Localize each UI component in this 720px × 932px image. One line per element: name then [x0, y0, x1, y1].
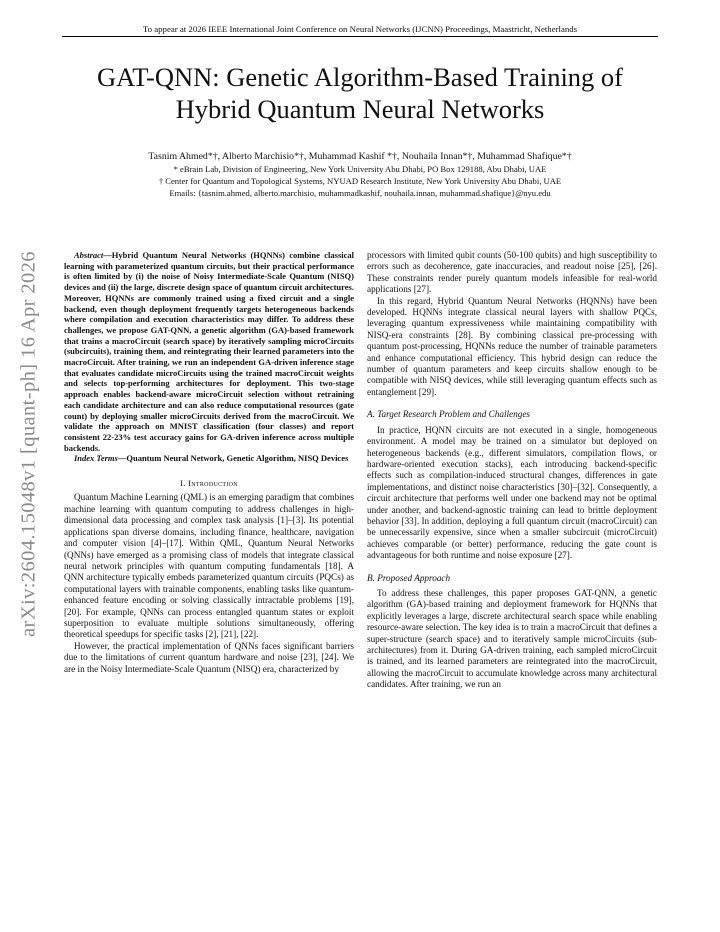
arxiv-stamp	[14, 244, 44, 644]
hqnn-paragraph: In this regard, Hybrid Quantum Neural Networks (HQNNs) have been developed. HQNNs integrate classical neural layers with shallow PQCs, leveraging quantum expressiveness while maintaining compatibility with NISQ-era constraints [28]. By combining classical pre-processing with quantum post-processing, HQNNs reduce the number of trainable parameters and enhance computational efficiency. This hybrid design can reduce the number of quantum parameters and keep circuits shallow enough to be compatible with NISQ devices, while still leveraging quantum effects such as entanglement [29].	[367, 295, 657, 397]
index-terms-label: Index Terms	[74, 453, 118, 464]
header-rule	[62, 36, 658, 37]
subsection-b-heading: B. Proposed Approach	[367, 572, 451, 583]
abstract-text: —Hybrid Quantum Neural Networks (HQNNs) combine classical learning with parameterized quantum circuits, but their practical performance is often limited by (i) the noise of Noisy Intermediate-Scale Quantum (NISQ) devices and (ii) the large, discrete design space of quantum circuit architectures. Moreover, HQNNs are commonly trained using a fixed circuit and a single backend, even though deployment frequently targets heterogeneous backends where compilation and execution characteristics may differ. To address these challenges, we propose GAT-QNN, a genetic algorithm (GA)-based framework that trains a macroCircuit (search space) by iteratively sampling microCircuits (subcircuits), training them, and reintegrating their learned parameters into the macroCircuit. After training, we run an independent GA-driven inference stage that evaluates candidate microCircuits using the trained macroCircuit weights and selects top-performing architectures for deployment. This two-stage approach enables backend-aware microCircuit selection without retraining each candidate architecture and can also reduce computational resources (gate count) by deploying smaller microCircuits derived from the macroCircuit. We validate the approach on MNIST classification (four classes) and report consistent 22-23% test accuracy gains for GA-driven inference across multiple backends.	[64, 250, 354, 453]
title-line-2: Hybrid Quantum Neural Networks	[175, 94, 545, 124]
subsection-a-heading: A. Target Research Problem and Challenges	[367, 409, 530, 420]
intro-continued-paragraph: processors with limited qubit counts (50-100 qubits) and high susceptibility to errors such as decoherence, gate inaccuracies, and readout noise [25], [26]. These constraints render purely quantum models infeasible for real-world applications [27].	[367, 250, 657, 295]
title-line-1: GAT-QNN: Genetic Algorithm-Based Training of	[96, 62, 624, 92]
abstract	[64, 250, 354, 453]
section-introduction-heading: I. Introduction	[180, 478, 238, 489]
abstract-label: Abstract	[74, 250, 104, 260]
conference-header: To appear at 2026 IEEE International Joint Conference on Neural Networks (IJCNN) Proceedings, Maastricht, Netherlands	[142, 24, 578, 34]
right-column	[367, 250, 657, 691]
author-list: Tasnim Ahmed*†, Alberto Marchisio*†, Muhammad Kashif *†, Nouhaila Innan*†, Muhammad Shafique*†	[148, 151, 572, 162]
affiliation-ebrain: * eBrain Lab, Division of Engineering, New York University Abu Dhabi, PO Box 129188, Abu Dhabi, UAE	[173, 164, 547, 174]
arxiv-identifier: arXiv:2604.15048v1 [quant-ph] 16 Apr 2026	[17, 251, 40, 637]
subsection-a-text: In practice, HQNN circuits are not executed in a single, homogeneous environment. A model may be trained on a simulator but deployed on heterogeneous backends (e.g., different simulators, compilation flows, or hardware-oriented execution stacks), each introducing backend-specific effects such as compilation-induced structural changes, differences in gate implementations, and distinct noise characteristics [30]–[32]. Consequently, a circuit architecture that performs well under one backend may not be optimal under another, and backend-agnostic training can lead to brittle deployment behavior [33]. In addition, deploying a full quantum circuit (macroCircuit) can be unnecessarily expensive, since when a smaller subcircuit (microCircuit) achieves comparable (or better) performance, reducing the gate count is advantageous for both runtime and noise exposure [27].	[367, 424, 657, 561]
left-column	[64, 250, 354, 675]
subsection-b-text: To address these challenges, this paper proposes GAT-QNN, a genetic algorithm (GA)-based training and deployment framework for HQNNs that explicitly leverages a large, discrete architectural search space while enabling resource-aware selection. The key idea is to train a macroCircuit that defines a super-structure (search space) and to iteratively sample microCircuits (sub-architectures) from it. During GA-driven training, each sampled microCircuit is trained, and its learned parameters are reintegrated into the macroCircuit, allowing the macroCircuit to accumulate knowledge across many architectural candidates. After training, we run an	[367, 587, 657, 690]
intro-paragraph-2: However, the practical implementation of QNNs faces significant barriers due to the limitations of current quantum hardware and noise [23], [24]. We are in the Noisy Intermediate-Scale Quantum (NISQ) era, characterized by	[64, 640, 354, 674]
affiliation-cqts: † Center for Quantum and Topological Systems, NYUAD Research Institute, New York University Abu Dhabi, UAE	[158, 176, 562, 186]
author-emails: Emails: {tasnim.ahmed, alberto.marchisio, muhammadkashif, nouhaila.innan, muhammad.shafique}@nyu.edu	[169, 188, 551, 198]
paper-title	[60, 61, 660, 125]
index-terms-text: —Quantum Neural Network, Genetic Algorithm, NISQ Devices	[117, 453, 349, 464]
index-terms	[64, 453, 354, 464]
intro-paragraph-1: Quantum Machine Learning (QML) is an emerging paradigm that combines machine learning with quantum computing to address challenges in high-dimensional data processing and complex task analysis [1]–[3]. Its potential applications span diverse domains, including finance, healthcare, navigation and computer vision [4]–[17]. Within QML, Quantum Neural Networks (QNNs) have emerged as a promising class of models that integrate classical neural network principles with quantum computing fundamentals [18]. A QNN architecture typically embeds parameterized quantum circuits (PQCs) as computational layers with trainable components, enabling tasks like quantum-enhanced feature encoding or solving classically intractable problems [19], [20]. For example, QNNs can process entangled quantum states or exploit superposition to evaluate multiple solutions simultaneously, offering theoretical speedups for specific tasks [2], [21], [22].	[64, 492, 354, 640]
